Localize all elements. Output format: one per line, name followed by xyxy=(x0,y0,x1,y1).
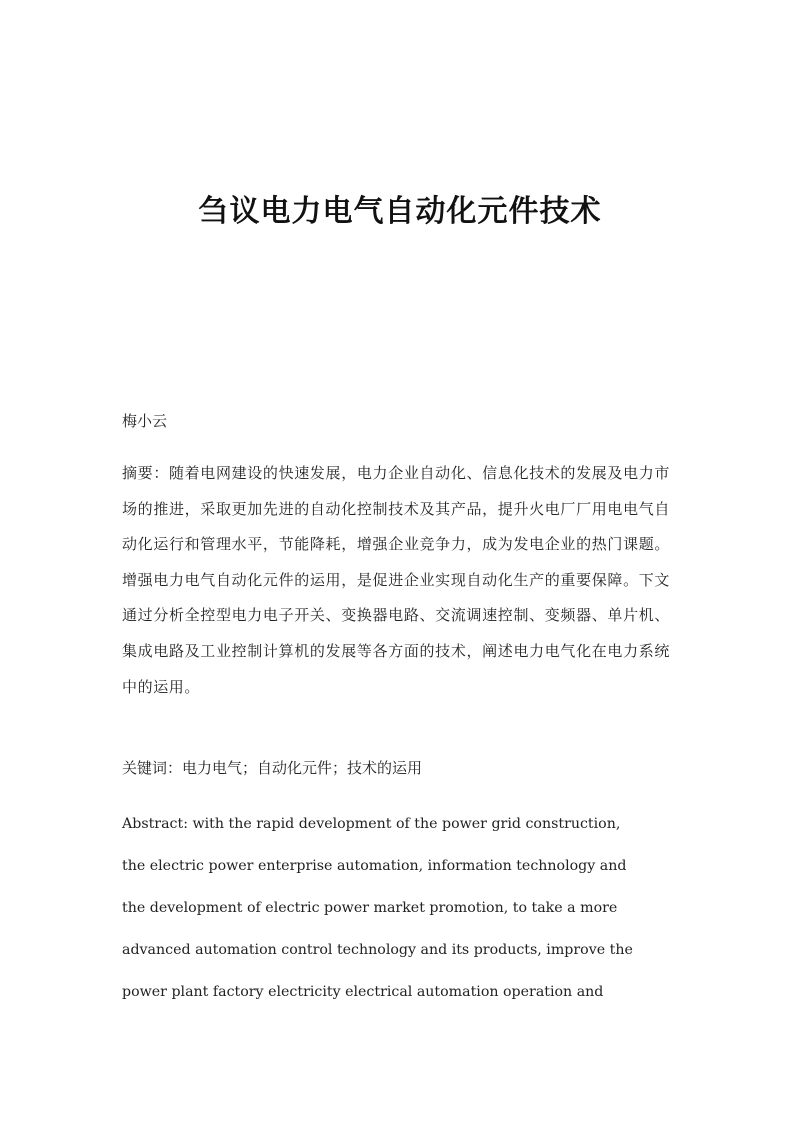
chinese-abstract: 摘要：随着电网建设的快速发展，电力企业自动化、信息化技术的发展及电力市场的推进，采取更加先进的自动化控制技术及其产品，提升火电厂厂用电电气自动化运行和管理水平，节能降耗，增强企业竞争力，成为发电企业的热门课题。增强电力电气自动化元件的运用，是促进企业实现自动化生产的重要保障。下文通过分析全控型电力电子开关、变换器电路、交流调速控制、变频器、单片机、集成电路及工业控制计算机的发展等各方面的技术，阐述电力电气化在电力系统中的运用。 xyxy=(122,464,670,696)
english-abstract-line: power plant factory electricity electrical automation operation and xyxy=(122,984,604,1000)
english-abstract-line: advanced automation control technology and its products, improve the xyxy=(122,942,633,958)
english-abstract-line: Abstract: with the rapid development of the power grid construction, xyxy=(122,816,621,832)
author-name: 梅小云 xyxy=(122,412,168,430)
keywords: 关键词：电力电气；自动化元件；技术的运用 xyxy=(122,759,423,777)
page-title: 刍议电力电气自动化元件技术 xyxy=(198,194,602,229)
english-abstract-line: the development of electric power market promotion, to take a more xyxy=(122,900,618,916)
english-abstract xyxy=(122,803,674,1013)
english-abstract-line: the electric power enterprise automation, information technology and xyxy=(122,858,627,874)
